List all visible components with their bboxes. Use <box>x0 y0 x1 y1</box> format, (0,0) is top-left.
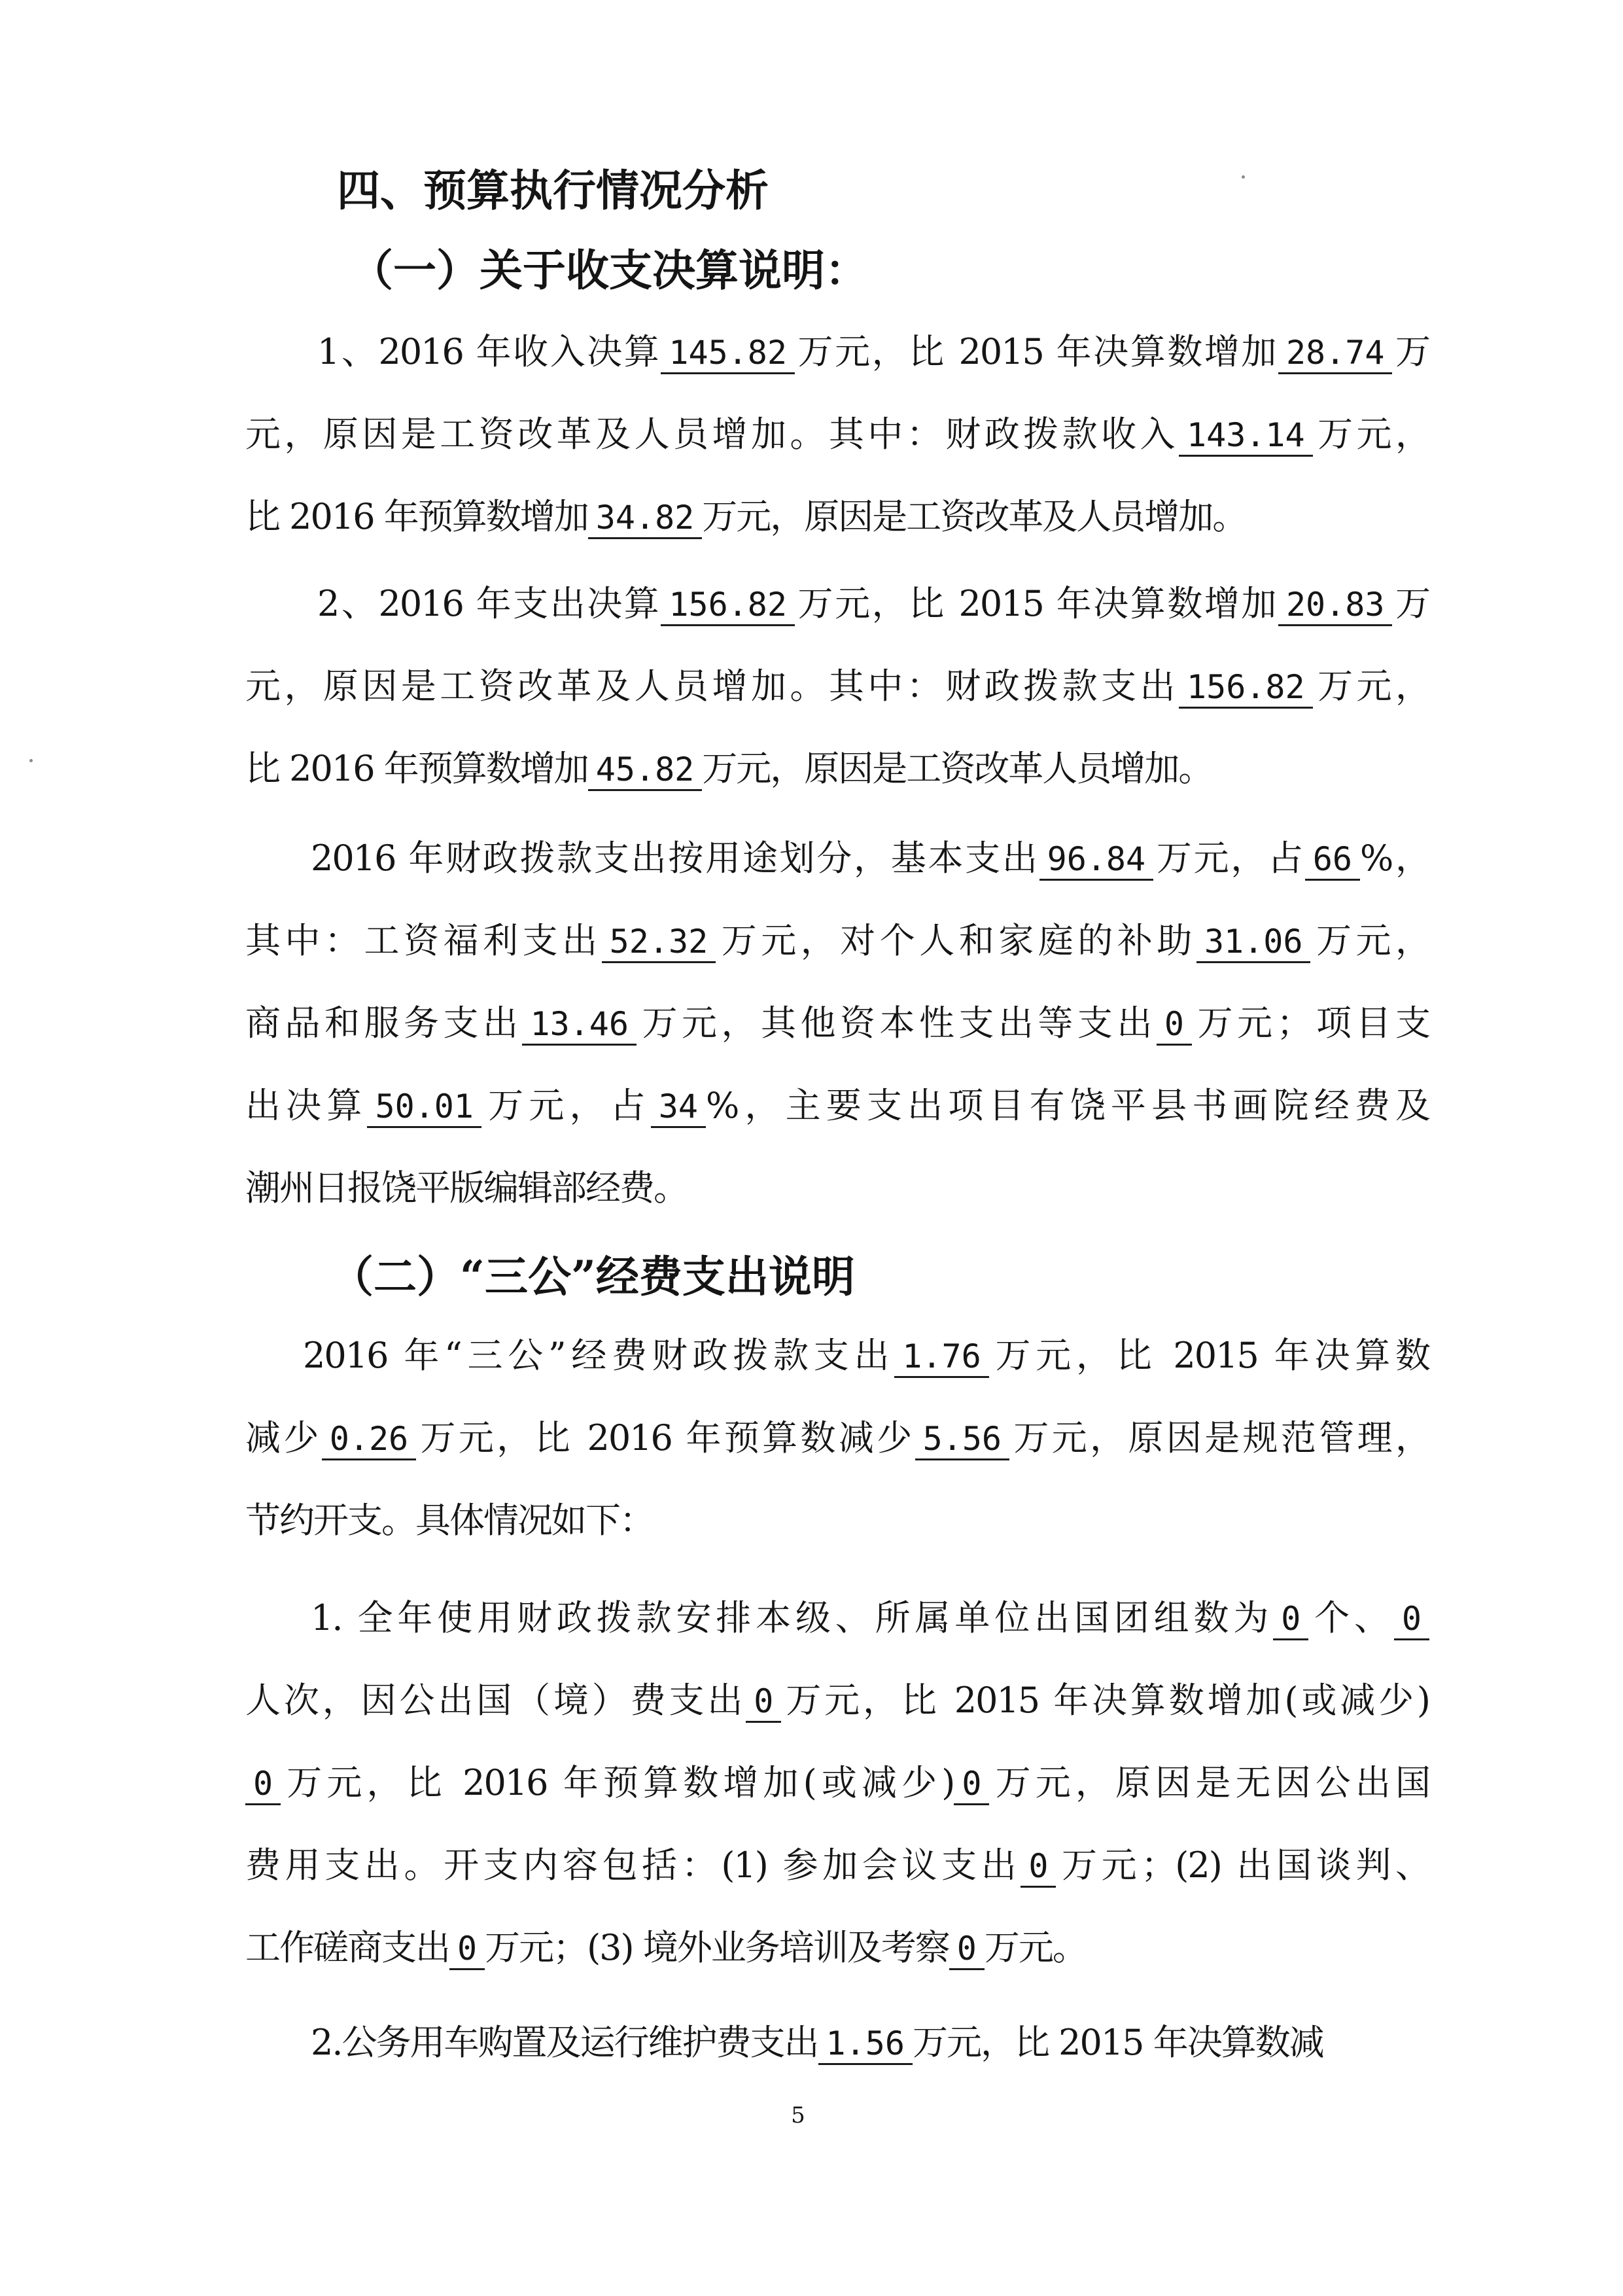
text-fragment: 万元，比 2015 年决算数增加(或减少) <box>781 1680 1429 1721</box>
text-fragment: 万元，比 2015 年决算数增加 <box>795 331 1278 372</box>
fill-in-value: 0 <box>449 1929 485 1970</box>
text-fragment: 2.公务用车购置及运行维护费支出 <box>311 2022 818 2063</box>
scan-speck <box>29 759 33 762</box>
fill-in-value: 0 <box>949 1929 985 1970</box>
text-fragment: 万元，比 2016 年预算数增加(或减少) <box>281 1762 954 1803</box>
text-line <box>245 1065 1429 1147</box>
text-line <box>245 476 1429 558</box>
paragraph-expenditure <box>245 563 1429 810</box>
text-fragment: 费用支出。开支内容包括：(1) 参加会议支出 <box>245 1845 1021 1886</box>
text-fragment: 万元，原因是工资改革及人员增加。 <box>702 496 1247 537</box>
text-fragment: 万元，占 <box>1153 838 1305 879</box>
text-fragment: 万元；(3) 境外业务培训及考察 <box>485 1927 949 1968</box>
fill-in-value: 156.82 <box>1179 667 1313 709</box>
text-fragment: 万 <box>1392 331 1430 372</box>
text-fragment: 万元，比 2015 年决算数减 <box>912 2022 1323 2063</box>
text-line <box>245 1147 1429 1229</box>
text-fragment: 万元， <box>1312 414 1429 455</box>
fill-in-value: 34 <box>651 1087 706 1128</box>
text-fragment: 万元， <box>1310 920 1430 961</box>
text-line <box>245 982 1429 1065</box>
text-fragment: 万元，其他资本性支出等支出 <box>636 1002 1157 1044</box>
text-fragment: 1. 全年使用财政拨款安排本级、所属单位出国团组数为 <box>311 1597 1274 1638</box>
fill-in-value: 34.82 <box>588 498 703 539</box>
text-fragment: 潮州日报饶平版编辑部经费。 <box>245 1167 688 1209</box>
text-fragment: 人次，因公出国（境）费支出 <box>245 1680 746 1721</box>
text-fragment: 出决算 <box>245 1085 368 1126</box>
fill-in-value: 28.74 <box>1278 333 1393 374</box>
paragraph-official-vehicles <box>245 2002 1429 2084</box>
text-line <box>245 900 1429 982</box>
text-line <box>245 563 1429 645</box>
subsection-heading-revenue-expenditure: （一）关于收支决算说明： <box>350 245 868 296</box>
paragraph-overseas-travel <box>245 1577 1429 1989</box>
text-line <box>245 817 1429 900</box>
text-fragment: 商品和服务支出 <box>245 1002 523 1044</box>
paragraph-revenue <box>245 311 1429 558</box>
fill-in-value: 0 <box>1021 1846 1056 1888</box>
paragraph-three-public-summary <box>245 1315 1429 1562</box>
text-fragment: 2016 年“三公”经费财政拨款支出 <box>303 1335 895 1376</box>
text-fragment: 2、2016 年支出决算 <box>317 583 661 624</box>
text-line <box>245 2002 1429 2084</box>
fill-in-value: 0 <box>245 1764 281 1805</box>
text-fragment: 元，原因是工资改革及人员增加。其中：财政拨款支出 <box>245 665 1179 707</box>
fill-in-value: 5.56 <box>915 1419 1009 1460</box>
text-fragment: 万元。 <box>984 1927 1087 1968</box>
text-line <box>245 1907 1429 1989</box>
text-fragment: 1、2016 年收入决算 <box>317 331 661 372</box>
scan-speck <box>1242 175 1245 179</box>
text-fragment: 万元， <box>1312 665 1429 707</box>
fill-in-value: 20.83 <box>1278 585 1393 626</box>
text-line <box>245 1742 1429 1824</box>
text-line <box>245 311 1429 393</box>
fill-in-value: 50.01 <box>367 1087 481 1128</box>
text-fragment: %，主要支出项目有饶平县书画院经费及 <box>706 1085 1430 1126</box>
text-fragment: 减少 <box>245 1417 322 1458</box>
text-fragment: 万元，对个人和家庭的补助 <box>716 920 1196 961</box>
text-fragment: 万元，比 2016 年预算数减少 <box>416 1417 915 1458</box>
fill-in-value: 0 <box>1273 1599 1308 1640</box>
fill-in-value: 45.82 <box>588 750 703 791</box>
text-fragment: 万元，比 2015 年决算数增加 <box>795 583 1278 624</box>
text-fragment: 2016 年财政拨款支出按用途划分，基本支出 <box>311 838 1039 879</box>
text-fragment: 万元，比 2015 年决算数 <box>988 1335 1429 1376</box>
fill-in-value: 1.56 <box>818 2024 913 2065</box>
fill-in-value: 145.82 <box>661 333 795 374</box>
text-fragment: 工作磋商支出 <box>245 1927 449 1968</box>
fill-in-value: 31.06 <box>1196 922 1311 963</box>
text-fragment: 节约开支。具体情况如下： <box>245 1500 654 1541</box>
text-fragment: 元，原因是工资改革及人员增加。其中：财政拨款收入 <box>245 414 1179 455</box>
fill-in-value: 13.46 <box>522 1004 637 1046</box>
text-line <box>245 1577 1429 1659</box>
fill-in-value: 52.32 <box>602 922 716 963</box>
text-line <box>245 1315 1429 1397</box>
text-fragment: 万元，原因是无因公出国 <box>989 1762 1430 1803</box>
fill-in-value: 0 <box>1394 1599 1429 1640</box>
text-fragment: 万元；(2) 出国谈判、 <box>1056 1845 1430 1886</box>
text-line <box>245 728 1429 810</box>
text-fragment: 其中：工资福利支出 <box>245 920 602 961</box>
section-heading: 四、预算执行情况分析 <box>337 165 769 216</box>
page-number: 5 <box>791 2102 805 2128</box>
text-fragment: 万元，占 <box>481 1085 651 1126</box>
text-line <box>245 1397 1429 1479</box>
text-line <box>245 1659 1429 1742</box>
fill-in-value: 0 <box>1157 1004 1192 1046</box>
text-line <box>245 1824 1429 1907</box>
text-line <box>245 1479 1429 1562</box>
text-fragment: 比 2016 年预算数增加 <box>245 496 588 537</box>
text-fragment: 万元，原因是工资改革人员增加。 <box>702 748 1213 789</box>
fill-in-value: 0 <box>954 1764 989 1805</box>
subsection-heading-three-public: （二）“三公”经费支出说明 <box>330 1251 855 1302</box>
text-fragment: 个、 <box>1308 1597 1394 1638</box>
fill-in-value: 156.82 <box>661 585 795 626</box>
fill-in-value: 143.14 <box>1179 415 1313 457</box>
paragraph-expenditure-breakdown <box>245 817 1429 1229</box>
fill-in-value: 0.26 <box>322 1419 416 1460</box>
fill-in-value: 1.76 <box>894 1337 988 1378</box>
fill-in-value: 66 <box>1305 839 1360 881</box>
text-line <box>245 393 1429 476</box>
text-fragment: 万 <box>1392 583 1430 624</box>
text-fragment: %， <box>1359 838 1430 879</box>
fill-in-value: 96.84 <box>1039 839 1154 881</box>
text-fragment: 万元，原因是规范管理， <box>1009 1417 1430 1458</box>
text-line <box>245 645 1429 728</box>
fill-in-value: 0 <box>746 1682 781 1723</box>
text-fragment: 比 2016 年预算数增加 <box>245 748 588 789</box>
text-fragment: 万元；项目支 <box>1192 1002 1430 1044</box>
